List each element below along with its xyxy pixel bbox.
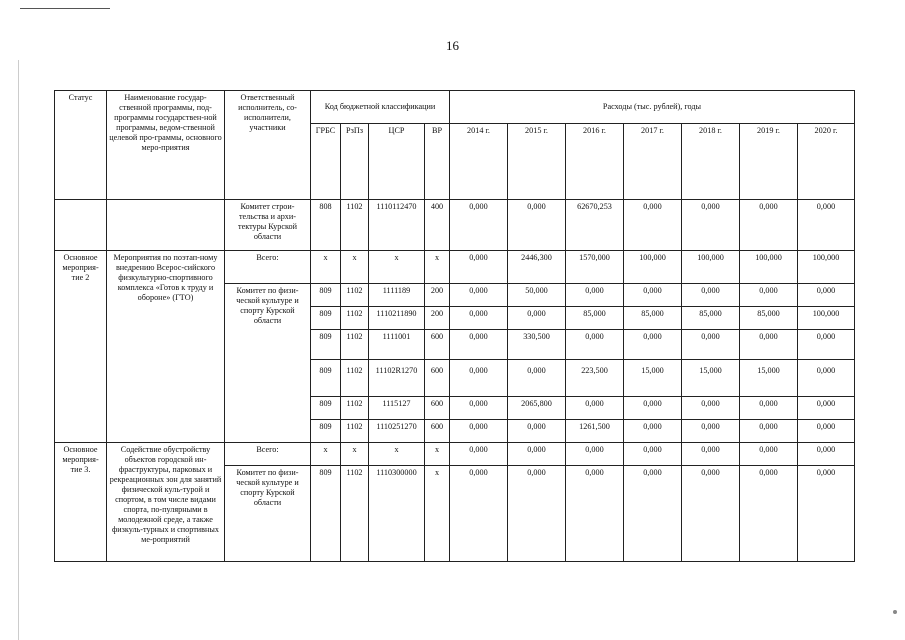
vr-cell: 600 — [425, 360, 450, 397]
value-cell: 0,000 — [624, 397, 682, 420]
value-cell: 0,000 — [682, 284, 740, 307]
value-cell: 100,000 — [624, 251, 682, 284]
rzpz-cell: 1102 — [341, 420, 369, 443]
table-row — [55, 251, 855, 284]
page-number: 16 — [446, 38, 459, 53]
value-cell: 0,000 — [624, 200, 682, 251]
value-cell: 0,000 — [798, 466, 855, 562]
value-cell: 85,000 — [624, 307, 682, 330]
value-cell: 0,000 — [682, 420, 740, 443]
header-year: 2019 г. — [740, 124, 798, 200]
value-cell: 0,000 — [740, 330, 798, 360]
value-cell: 0,000 — [624, 443, 682, 466]
grbs-cell: 809 — [311, 466, 341, 562]
value-cell: 0,000 — [450, 284, 508, 307]
status-cell-empty — [55, 200, 107, 251]
vr-cell: 600 — [425, 420, 450, 443]
value-cell: 0,000 — [450, 307, 508, 330]
grbs-cell: 809 — [311, 307, 341, 330]
header-kbk: Код бюджетной классификации — [311, 91, 450, 124]
status-cell: Основное мероприя-тие 2 — [55, 251, 107, 443]
csr-cell: 1110251270 — [369, 420, 425, 443]
header-year: 2017 г. — [624, 124, 682, 200]
value-cell: 0,000 — [798, 420, 855, 443]
value-cell: 100,000 — [682, 251, 740, 284]
name-cell: Содействие обустройству объектов городской ин-фраструктуры, парковых и рекреационных зон для занятий физической куль-турой и спортом, в том числе видами спорта, по-пулярными в молодежной среде, а также физкуль-турных и спортивных ме-роприятий — [107, 443, 225, 562]
header-year: 2014 г. — [450, 124, 508, 200]
header-vr: ВР — [425, 124, 450, 200]
table-row — [55, 443, 855, 466]
value-cell: 0,000 — [566, 284, 624, 307]
value-cell: 0,000 — [740, 200, 798, 251]
value-cell: 330,500 — [508, 330, 566, 360]
value-cell: 0,000 — [624, 284, 682, 307]
header-year: 2018 г. — [682, 124, 740, 200]
value-cell: 0,000 — [740, 443, 798, 466]
grbs-cell: x — [311, 251, 341, 284]
total-label-cell: Всего: — [225, 443, 311, 466]
vr-cell: 200 — [425, 284, 450, 307]
value-cell: 0,000 — [682, 200, 740, 251]
header-year: 2016 г. — [566, 124, 624, 200]
value-cell: 0,000 — [508, 443, 566, 466]
value-cell: 0,000 — [682, 397, 740, 420]
value-cell: 0,000 — [450, 420, 508, 443]
value-cell: 0,000 — [740, 420, 798, 443]
value-cell: 0,000 — [508, 200, 566, 251]
value-cell: 0,000 — [624, 466, 682, 562]
executor-cell: Комитет строи-тельства и архи-тектуры Курской области — [225, 200, 311, 251]
table-row — [55, 200, 855, 251]
value-cell: 0,000 — [740, 397, 798, 420]
value-cell: 0,000 — [566, 397, 624, 420]
value-cell: 0,000 — [450, 360, 508, 397]
value-cell: 0,000 — [566, 466, 624, 562]
value-cell: 0,000 — [450, 397, 508, 420]
rzpz-cell: 1102 — [341, 466, 369, 562]
value-cell: 0,000 — [798, 397, 855, 420]
value-cell: 15,000 — [740, 360, 798, 397]
value-cell: 100,000 — [798, 307, 855, 330]
csr-cell: 1115127 — [369, 397, 425, 420]
value-cell: 0,000 — [450, 330, 508, 360]
value-cell: 0,000 — [566, 443, 624, 466]
value-cell: 223,500 — [566, 360, 624, 397]
value-cell: 0,000 — [566, 330, 624, 360]
rzpz-cell: 1102 — [341, 360, 369, 397]
value-cell: 0,000 — [682, 330, 740, 360]
csr-cell: x — [369, 443, 425, 466]
header-executor: Ответственный исполнитель, со-исполнители, участники — [225, 91, 311, 200]
value-cell: 0,000 — [508, 307, 566, 330]
value-cell: 0,000 — [798, 284, 855, 307]
value-cell: 0,000 — [682, 466, 740, 562]
total-label-cell: Всего: — [225, 251, 311, 284]
vr-cell: 400 — [425, 200, 450, 251]
csr-cell: 11102R1270 — [369, 360, 425, 397]
rzpz-cell: 1102 — [341, 307, 369, 330]
value-cell: 85,000 — [566, 307, 624, 330]
value-cell: 0,000 — [450, 200, 508, 251]
value-cell: 0,000 — [740, 466, 798, 562]
header-rzpz: РзПз — [341, 124, 369, 200]
grbs-cell: 808 — [311, 200, 341, 251]
value-cell: 0,000 — [798, 200, 855, 251]
csr-cell: 1110211890 — [369, 307, 425, 330]
value-cell: 0,000 — [508, 466, 566, 562]
value-cell: 0,000 — [508, 360, 566, 397]
header-year: 2020 г. — [798, 124, 855, 200]
header-name: Наименование государ-ственной программы, под-программы государствен-ной программы, ведом-ственной целевой про-граммы, основного меро-приятия — [107, 91, 225, 200]
header-row-1 — [55, 91, 855, 124]
value-cell: 1261,500 — [566, 420, 624, 443]
value-cell: 85,000 — [740, 307, 798, 330]
vr-cell: x — [425, 443, 450, 466]
value-cell: 50,000 — [508, 284, 566, 307]
value-cell: 0,000 — [740, 284, 798, 307]
value-cell: 0,000 — [798, 330, 855, 360]
value-cell: 62670,253 — [566, 200, 624, 251]
value-cell: 2065,800 — [508, 397, 566, 420]
value-cell: 1570,000 — [566, 251, 624, 284]
value-cell: 100,000 — [798, 251, 855, 284]
rzpz-cell: 1102 — [341, 284, 369, 307]
budget-table — [54, 90, 855, 562]
scan-artifact-edge — [18, 60, 19, 640]
csr-cell: 1110112470 — [369, 200, 425, 251]
scan-artifact-line — [20, 8, 110, 9]
scan-artifact-dot — [893, 610, 897, 614]
header-expenses: Расходы (тыс. рублей), годы — [450, 91, 855, 124]
name-cell: Мероприятия по поэтап-ному внедрению Всерос-сийского физкультурно-спортивного комплекса «Готов к труду и обороне» (ГТО) — [107, 251, 225, 443]
csr-cell: x — [369, 251, 425, 284]
grbs-cell: 809 — [311, 330, 341, 360]
grbs-cell: 809 — [311, 360, 341, 397]
rzpz-cell: x — [341, 251, 369, 284]
grbs-cell: 809 — [311, 284, 341, 307]
header-csr: ЦСР — [369, 124, 425, 200]
value-cell: 100,000 — [740, 251, 798, 284]
header-grbs: ГРБС — [311, 124, 341, 200]
rzpz-cell: x — [341, 443, 369, 466]
executor-cell: Комитет по физи-ческой культуре и спорту Курской области — [225, 284, 311, 443]
value-cell: 0,000 — [450, 466, 508, 562]
rzpz-cell: 1102 — [341, 330, 369, 360]
value-cell: 2446,300 — [508, 251, 566, 284]
value-cell: 0,000 — [450, 443, 508, 466]
rzpz-cell: 1102 — [341, 397, 369, 420]
value-cell: 0,000 — [798, 443, 855, 466]
value-cell: 85,000 — [682, 307, 740, 330]
value-cell: 0,000 — [624, 330, 682, 360]
grbs-cell: 809 — [311, 420, 341, 443]
value-cell: 0,000 — [682, 443, 740, 466]
value-cell: 0,000 — [798, 360, 855, 397]
vr-cell: 600 — [425, 397, 450, 420]
grbs-cell: x — [311, 443, 341, 466]
vr-cell: 200 — [425, 307, 450, 330]
executor-cell: Комитет по физи-ческой культуре и спорту Курской области — [225, 466, 311, 562]
value-cell: 0,000 — [450, 251, 508, 284]
value-cell: 0,000 — [508, 420, 566, 443]
value-cell: 15,000 — [682, 360, 740, 397]
csr-cell: 1111001 — [369, 330, 425, 360]
csr-cell: 1111189 — [369, 284, 425, 307]
vr-cell: x — [425, 251, 450, 284]
rzpz-cell: 1102 — [341, 200, 369, 251]
vr-cell: 600 — [425, 330, 450, 360]
header-status: Статус — [55, 91, 107, 200]
csr-cell: 1110300000 — [369, 466, 425, 562]
value-cell: 15,000 — [624, 360, 682, 397]
vr-cell: x — [425, 466, 450, 562]
status-cell: Основное мероприя-тие 3. — [55, 443, 107, 562]
value-cell: 0,000 — [624, 420, 682, 443]
header-year: 2015 г. — [508, 124, 566, 200]
grbs-cell: 809 — [311, 397, 341, 420]
name-cell-empty — [107, 200, 225, 251]
